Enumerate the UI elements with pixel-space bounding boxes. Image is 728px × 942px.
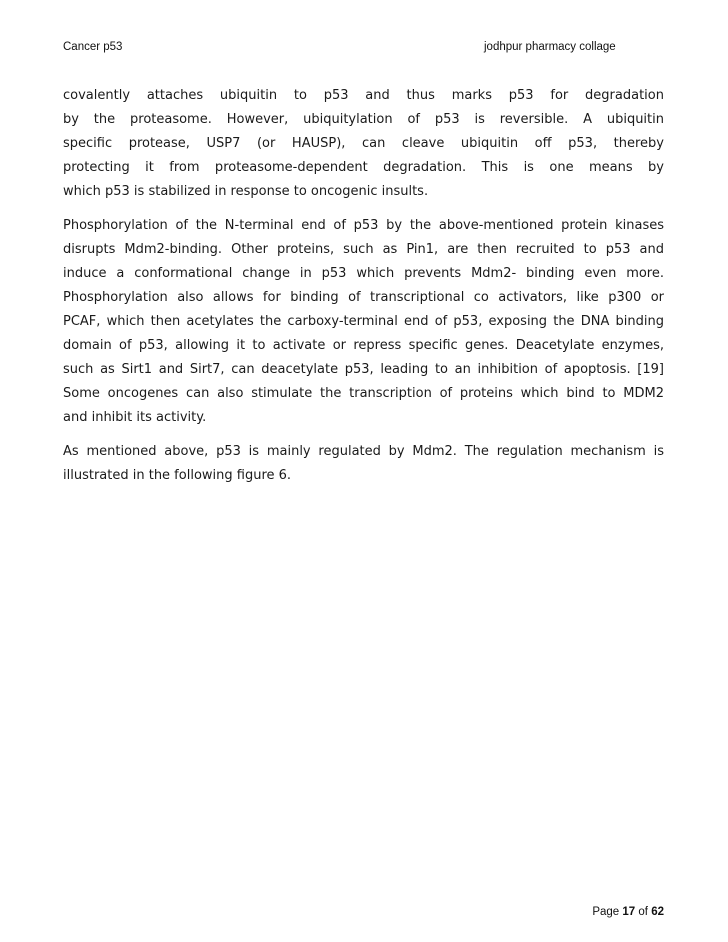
body-text bbox=[63, 84, 664, 498]
page-number: 17 bbox=[622, 906, 636, 918]
text-line: illustrated in the following figure 6. bbox=[63, 468, 292, 483]
text-line: by the proteasome. However, ubiquitylation of p53 is reversible. A ubiquitin bbox=[63, 112, 664, 127]
text-line: Phosphorylation also allows for binding of transcriptional co activators, like p300 or bbox=[63, 290, 664, 305]
text-line: As mentioned above, p53 is mainly regulated by Mdm2. The regulation mechanism is bbox=[63, 444, 664, 459]
text-line: specific protease, USP7 (or HAUSP), can cleave ubiquitin off p53, thereby bbox=[63, 136, 664, 151]
text-line: covalently attaches ubiquitin to p53 and thus marks p53 for degradation bbox=[63, 88, 664, 103]
page-label: Page bbox=[592, 906, 620, 918]
text-line: domain of p53, allowing it to activate or repress specific genes. Deacetylate enzymes, bbox=[63, 338, 664, 353]
page-footer bbox=[592, 906, 664, 918]
text-line: disrupts Mdm2-binding. Other proteins, such as Pin1, are then recruited to p53 and bbox=[63, 242, 664, 257]
text-line: induce a conformational change in p53 which prevents Mdm2- binding even more. bbox=[63, 266, 664, 281]
paragraph-ubiquitin bbox=[63, 84, 664, 204]
text-line: protecting it from proteasome-dependent degradation. This is one means by bbox=[63, 160, 664, 175]
text-line: PCAF, which then acetylates the carboxy-terminal end of p53, exposing the DNA binding bbox=[63, 314, 664, 329]
text-line: such as Sirt1 and Sirt7, can deacetylate p53, leading to an inhibition of apoptosis. [19] bbox=[63, 362, 664, 377]
header-institution: jodhpur pharmacy collage bbox=[484, 41, 616, 53]
text-line: and inhibit its activity. bbox=[63, 410, 207, 425]
text-line: Phosphorylation of the N-terminal end of p53 by the above-mentioned protein kinases bbox=[63, 218, 664, 233]
page-of-label: of bbox=[638, 906, 648, 918]
text-line: Some oncogenes can also stimulate the transcription of proteins which bind to MDM2 bbox=[63, 386, 664, 401]
text-line: which p53 is stabilized in response to oncogenic insults. bbox=[63, 184, 429, 199]
paragraph-regulation bbox=[63, 440, 664, 488]
page-total: 62 bbox=[651, 906, 664, 918]
header-title: Cancer p53 bbox=[63, 41, 123, 53]
paragraph-phosphorylation bbox=[63, 214, 664, 430]
